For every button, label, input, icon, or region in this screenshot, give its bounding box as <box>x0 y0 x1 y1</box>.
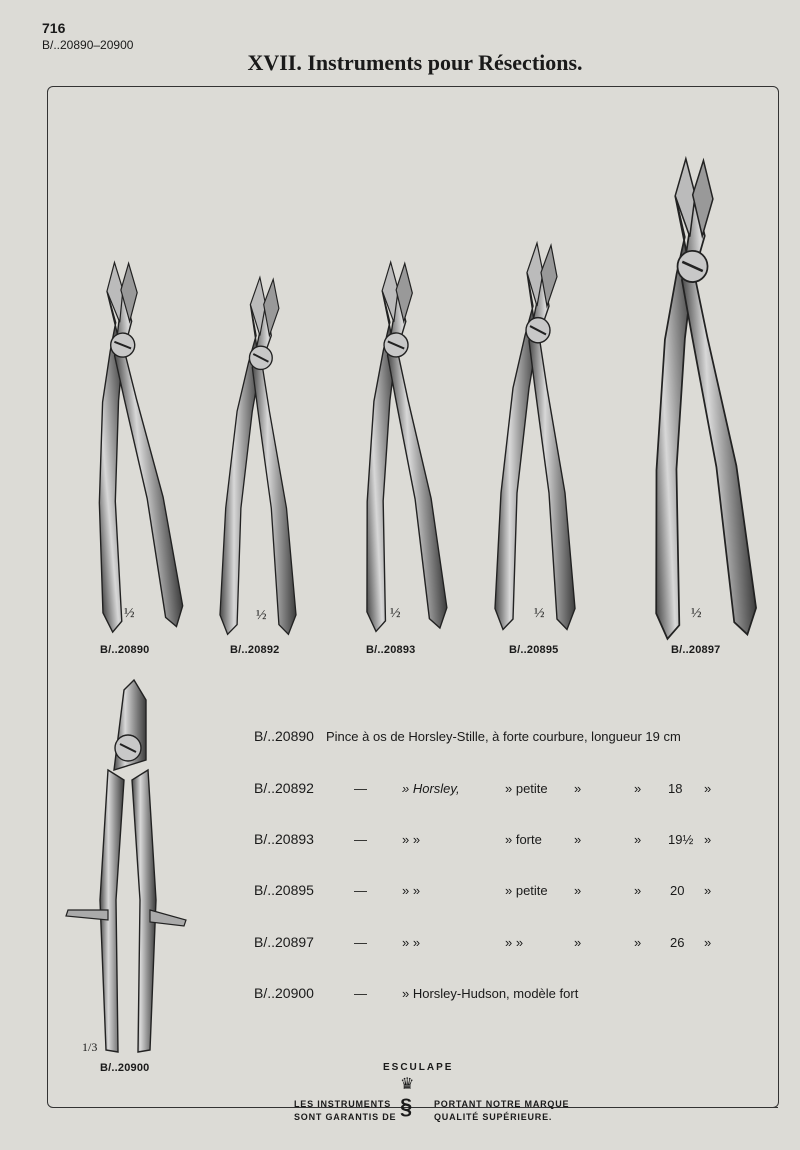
caption-name: » » <box>402 935 421 950</box>
caption-ditto: » <box>634 935 642 950</box>
caption-length: 26 <box>670 935 685 950</box>
caption-ref: B/..20893 <box>254 831 314 847</box>
footer-right-line: PORTANT NOTRE MARQUE <box>434 1099 570 1109</box>
caption-dash: — <box>354 781 367 796</box>
caduceus-icon: § <box>400 1094 413 1119</box>
forceps-20892 <box>220 277 296 634</box>
caption-length: 18 <box>668 781 683 796</box>
caption-variant: » » <box>505 935 524 950</box>
figure-label: B/..20890 <box>100 644 150 656</box>
caption-dash: — <box>354 986 367 1001</box>
caption-variant: » forte <box>505 832 542 847</box>
caption-unit: » <box>704 832 712 847</box>
figure-label: B/..20900 <box>100 1062 150 1074</box>
caption-length: 20 <box>670 883 685 898</box>
caption-ditto: » <box>574 781 582 796</box>
caption-name: » Horsley, <box>402 781 460 796</box>
forceps-20890 <box>73 259 185 633</box>
footer-left-text <box>294 1098 396 1124</box>
caption-dash: — <box>354 832 367 847</box>
caption-ref: B/..20892 <box>254 780 314 796</box>
page-title: XVII. Instruments pour Résections. <box>247 50 583 75</box>
page-range: B/..20890–20900 <box>42 38 134 52</box>
figure-scale: ½ <box>124 606 135 621</box>
caption-ref: B/..20900 <box>254 985 314 1001</box>
caption-text: Pince à os de Horsley-Stille, à forte courbure, longueur 19 cm <box>326 729 681 744</box>
figure-label: B/..20895 <box>509 644 559 656</box>
caption-name: » Horsley-Hudson, modèle fort <box>402 986 579 1001</box>
brand-name: ESCULAPE <box>383 1062 454 1073</box>
footer-left-line: SONT GARANTIS DE <box>294 1112 397 1122</box>
caption-length: 19½ <box>668 832 694 847</box>
page-number: 716 <box>42 20 66 36</box>
footer-right-text <box>434 1098 569 1124</box>
forceps-20900 <box>66 680 186 1052</box>
caption-ditto: » <box>634 832 642 847</box>
footer-rule-left <box>56 1107 286 1108</box>
caption-ref: B/..20895 <box>254 882 314 898</box>
forceps-20895 <box>495 243 575 629</box>
caption-ref: B/..20890 <box>254 728 314 744</box>
footer-right-line: QUALITÉ SUPÉRIEURE. <box>434 1112 553 1122</box>
brand-crown-icon: ♛ <box>400 1076 415 1093</box>
caption-ditto: » <box>574 832 582 847</box>
forceps-20893 <box>349 260 448 632</box>
caption-unit: » <box>704 883 712 898</box>
caption-dash: — <box>354 883 367 898</box>
caption-ditto: » <box>634 883 642 898</box>
figure-scale: ½ <box>534 606 545 621</box>
figure-scale: 1/3 <box>82 1040 98 1054</box>
footer-rule-right <box>568 1107 778 1108</box>
figure-label: B/..20893 <box>366 644 416 656</box>
caption-ref: B/..20897 <box>254 934 314 950</box>
figure-label: B/..20897 <box>671 644 721 656</box>
caption-unit: » <box>704 781 712 796</box>
footer-left-line: LES INSTRUMENTS <box>294 1099 392 1109</box>
caption-name: » » <box>402 832 421 847</box>
caption-ditto: » <box>574 883 582 898</box>
figure-label: B/..20892 <box>230 644 280 656</box>
figure-scale: ½ <box>691 606 702 621</box>
caption-dash: — <box>354 935 367 950</box>
figure-scale: ½ <box>256 608 267 623</box>
caption-ditto: » <box>634 781 642 796</box>
caption-ditto: » <box>574 935 582 950</box>
forceps-20897 <box>633 156 757 639</box>
figure-scale: ½ <box>390 606 401 621</box>
caption-variant: » petite <box>505 781 548 796</box>
caption-unit: » <box>704 935 712 950</box>
caption-name: » » <box>402 883 421 898</box>
caption-variant: » petite <box>505 883 548 898</box>
